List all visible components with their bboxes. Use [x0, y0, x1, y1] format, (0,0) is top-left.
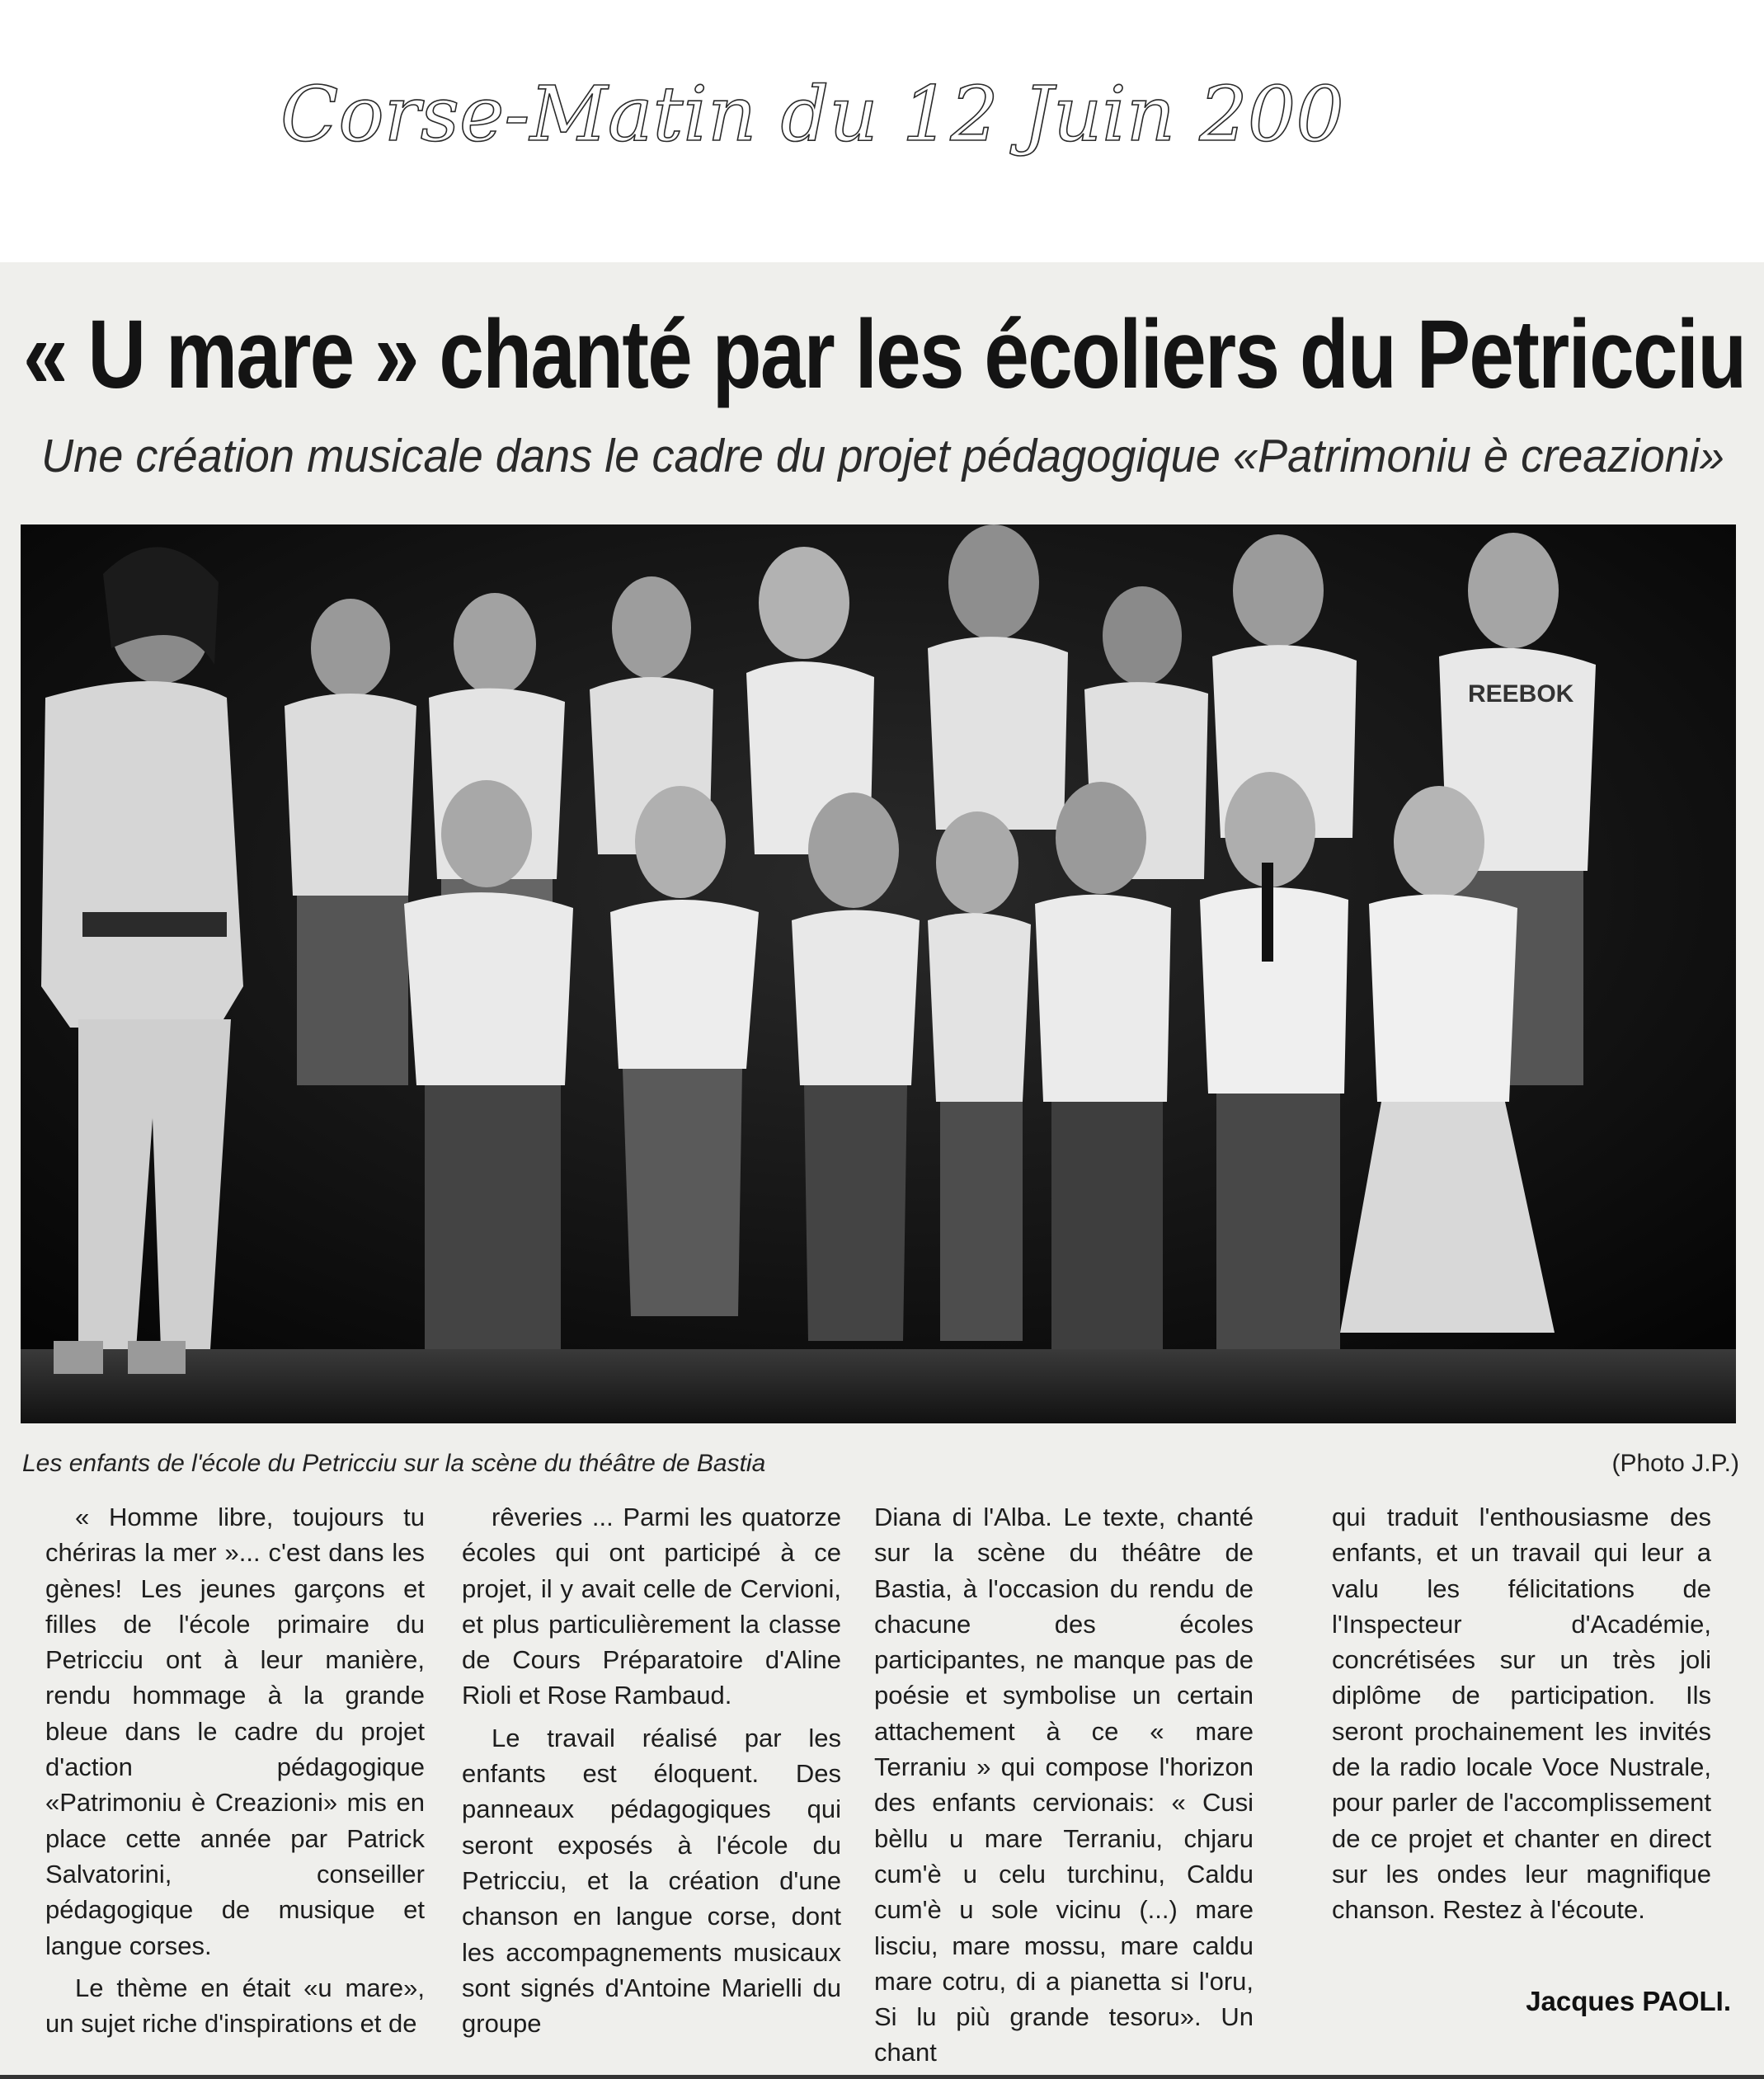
shirt-print-text: REEBOK: [1468, 680, 1574, 708]
article-column-2: [462, 1499, 841, 2041]
paragraph: Le travail réalisé par les enfants est éloquent. Des panneaux pédagogiques qui seront exposés à l'école du Petricciu, et la création d'une chanson en langue corse, dont les accompagnements musicaux sont signés d'Antoine Marielli du groupe: [462, 1723, 841, 2039]
article-byline: Jacques PAOLI.: [1526, 1986, 1731, 2016]
photo-caption: Les enfants de l'école du Petricciu sur la scène du théâtre de Bastia: [22, 1450, 766, 1477]
paragraph: « Homme libre, toujours tu chériras la mer »... c'est dans les gènes! Les jeunes garçons et filles de l'école primaire du Petricciu ont à leur manière, rendu hommage à la grande bleue dans le cadre du projet d'action pédagogique «Patrimoniu è Creazioni» mis en place cette année par Patrick Salvatorini, conseiller pédagogique de musique et langue corses.: [45, 1503, 425, 1960]
article-column-3: [874, 1499, 1254, 2071]
article-column-4: [1332, 1499, 1711, 1928]
article-photo: [21, 524, 1736, 1423]
article-body: [45, 1499, 1728, 2067]
article-headline: « U mare » chanté par les écoliers du Petricciu: [23, 300, 1746, 409]
photo-credit: (Photo J.P.): [1611, 1450, 1739, 1477]
article-column-1: [45, 1499, 425, 2041]
paragraph: Le thème en était «u mare», un sujet riche d'inspirations et de: [45, 1973, 425, 2039]
paragraph: Diana di l'Alba. Le texte, chanté sur la scène du théâtre de Bastia, à l'occasion du rendu de chacune des écoles participantes, ne manque pas de poésie et symbolise un certain attachement à ce « mare Terraniu » qui compose l'horizon des enfants cervionais: « Cusi bèllu u mare Terraniu, chjaru cum'è u celu turchinu, Caldu cum'è u sole vicinu (...) mare lisciu, mare mossu, mare caldu mare cotru, di a pianetta si l'oru, Si lu più grande tesoru». Un chant: [874, 1503, 1254, 2067]
handwritten-note-text: Corse-Matin du 12 Juin 2005: [280, 70, 1344, 158]
paragraph: qui traduit l'enthousiasme des enfants, et un travail qui leur a valu les félicitations de l'Inspecteur d'Académie, concrétisées sur un très joli diplôme de participation. Ils seront prochainement les invités de la radio locale Voce Nustrale, pour parler de l'accomplissement de ce projet et chanter en direct sur les ondes leur magnifique chanson. Restez à l'écoute.: [1332, 1503, 1711, 1925]
bottom-rule: [0, 2075, 1764, 2079]
article-subheadline: Une création musicale dans le cadre du projet pédagogique «Patrimoniu è creazioni»: [41, 430, 1724, 482]
newspaper-clipping: [0, 262, 1764, 2079]
handwritten-annotation: [272, 45, 1344, 186]
paragraph: rêveries ... Parmi les quatorze écoles qui ont participé à ce projet, il y avait celle de Cervioni, et plus particulièrement la classe de Cours Préparatoire d'Aline Rioli et Rose Rambaud.: [462, 1503, 841, 1710]
